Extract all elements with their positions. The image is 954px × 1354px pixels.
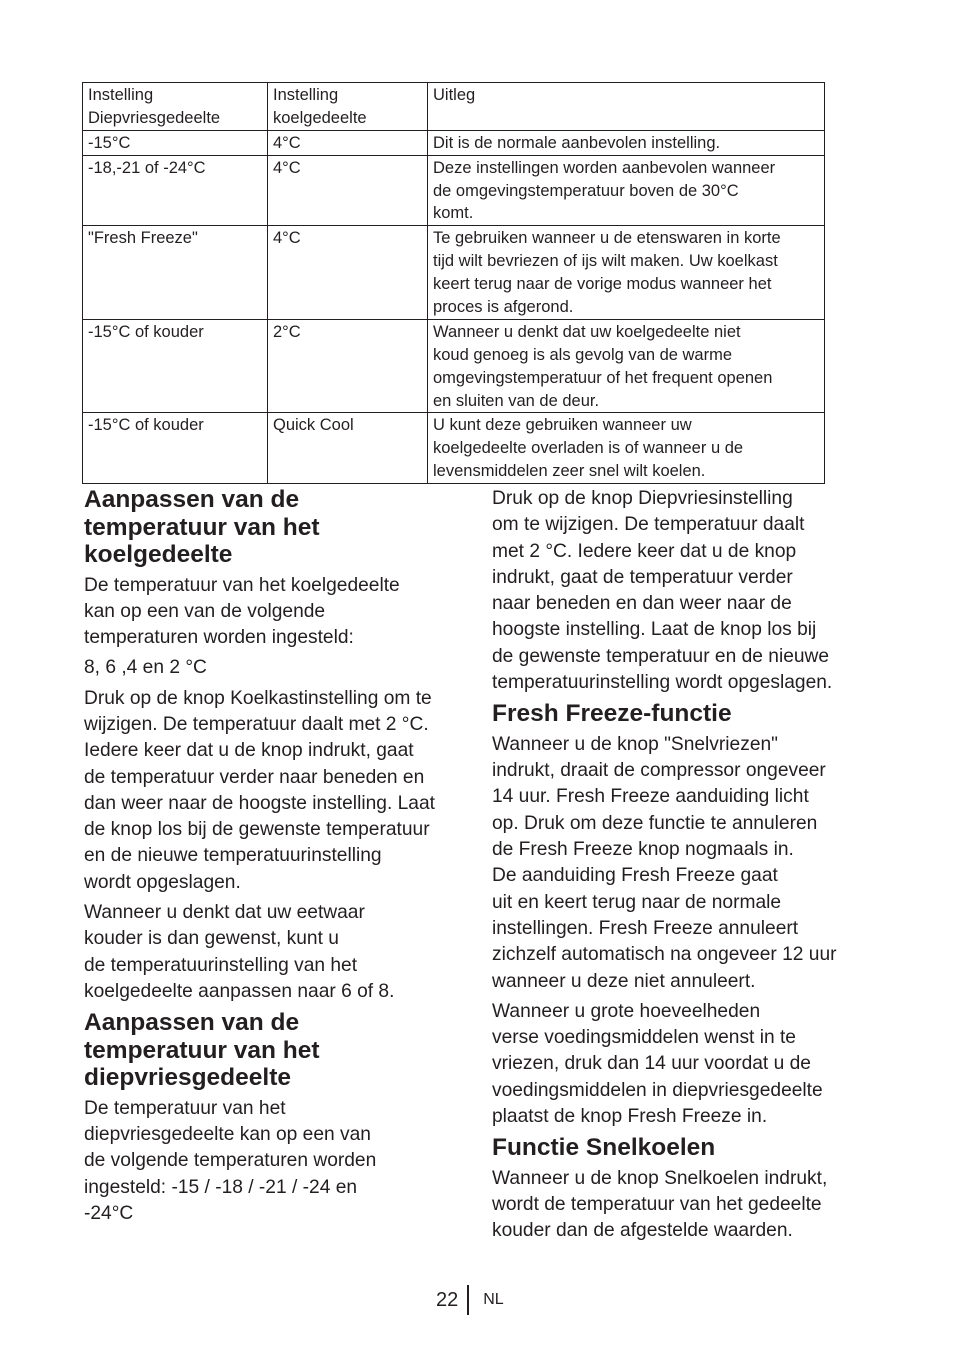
paragraph: Druk op de knop Koelkastinstelling om te wijzigen. De temperatuur daalt met 2 °C. Iedere keer dat u de knop indrukt, gaat de temperatuur verder naar beneden en dan weer naar de hoogste instelling. Laat de knop los bij de gewenste temperatuur en de nieuwe temperatuurinstelling wordt opgeslagen. — [84, 687, 435, 893]
paragraph: Wanneer u grote hoeveelheden verse voedingsmiddelen wenst in te vriezen, druk dan 14 uur voordat u de voedingsmiddelen in diepvriesgedeelte plaatst de knop Fresh Freeze in. — [492, 1000, 823, 1128]
table-cell: 4°C — [268, 131, 428, 156]
table-cell: -18,-21 of -24°C — [83, 155, 268, 225]
paragraph: De temperatuur van het diepvriesgedeelte kan op een van de volgende temperaturen worden ingesteld: -15 / -18 / -21 / -24 en -24°C — [84, 1097, 377, 1224]
paragraph: Wanneer u de knop "Snelvriezen" indrukt, draait de compressor ongeveer 14 uur. Fresh Freeze aanduiding licht op. Druk om deze functie te annuleren de Fresh Freeze knop nogmaals in. De aanduiding Fresh Freeze gaat uit en keert terug naar de normale instellingen. Fresh Freeze annuleert zichzelf automatisch na ongeveer 12 uur wanneer u deze niet annuleert. — [492, 733, 837, 992]
header-cell-explanation: Uitleg — [428, 83, 825, 131]
header-cell-freezer: Instelling Diepvriesgedeelte — [83, 83, 268, 131]
table-row — [83, 320, 825, 413]
table-cell: U kunt deze gebruiken wanneer uw koelgedeelte overladen is of wanneer u de levensmiddelen zeer snel wilt koelen. — [428, 413, 825, 483]
left-column — [84, 486, 470, 1231]
settings-table — [82, 82, 825, 484]
table-cell: Deze instellingen worden aanbevolen wanneer de omgevingstemperatuur boven de 30°C komt. — [428, 155, 825, 225]
table-cell: "Fresh Freeze" — [83, 226, 268, 320]
table-cell: -15°C of kouder — [83, 320, 268, 413]
table-row — [83, 413, 825, 483]
paragraph: Wanneer u de knop Snelkoelen indrukt, wordt de temperatuur van het gedeelte kouder dan de afgestelde waarden. — [492, 1167, 828, 1242]
page-number: 22 — [436, 1288, 459, 1311]
footer-divider — [467, 1285, 469, 1315]
table-row — [83, 155, 825, 225]
paragraph: De temperatuur van het koelgedeelte kan op een van de volgende temperaturen worden ingesteld: — [84, 574, 400, 649]
table-row — [83, 226, 825, 320]
heading-quick-cool: Functie Snelkoelen — [492, 1134, 716, 1162]
table-cell: Quick Cool — [268, 413, 428, 483]
right-column — [492, 486, 878, 1249]
header-cell-fridge: Instelling koelgedeelte — [268, 83, 428, 131]
table-cell: Wanneer u denkt dat uw koelgedeelte niet koud genoeg is als gevolg van de warme omgevingstemperatuur of het frequent openen en sluiten van de deur. — [428, 320, 825, 413]
heading-freezer-temperature: Aanpassen van de temperatuur van het diepvriesgedeelte — [84, 1009, 320, 1092]
table-cell: Te gebruiken wanneer u de etenswaren in korte tijd wilt bevriezen of ijs wilt maken. Uw koelkast keert terug naar de vorige modus wanneer het proces is afgerond. — [428, 226, 825, 320]
paragraph: Wanneer u denkt dat uw eetwaar kouder is dan gewenst, kunt u de temperatuurinstelling van het koelgedeelte aanpassen naar 6 of 8. — [84, 902, 395, 1002]
paragraph: Druk op de knop Diepvriesinstelling om te wijzigen. De temperatuur daalt met 2 °C. Iedere keer dat u de knop indrukt, gaat de temperatuur verder naar beneden en dan weer naar de hoogste instelling. Laat de knop los bij de gewenste temperatuur en de nieuwe temperatuurinstelling wordt opgeslagen. — [492, 488, 833, 694]
table-cell: 4°C — [268, 155, 428, 225]
paragraph: 8, 6 ,4 en 2 °C — [84, 657, 207, 679]
language-code: NL — [483, 1291, 504, 1308]
heading-fresh-freeze: Fresh Freeze-functie — [492, 700, 732, 728]
table-header-row — [83, 83, 825, 131]
heading-fridge-temperature: Aanpassen van de temperatuur van het koelgedeelte — [84, 486, 320, 568]
table-cell: -15°C — [83, 131, 268, 156]
table-cell: -15°C of kouder — [83, 413, 268, 483]
table-cell: Dit is de normale aanbevolen instelling. — [428, 131, 825, 156]
table-row — [83, 131, 825, 156]
page-footer — [436, 1285, 504, 1315]
table-cell: 4°C — [268, 226, 428, 320]
table-cell: 2°C — [268, 320, 428, 413]
